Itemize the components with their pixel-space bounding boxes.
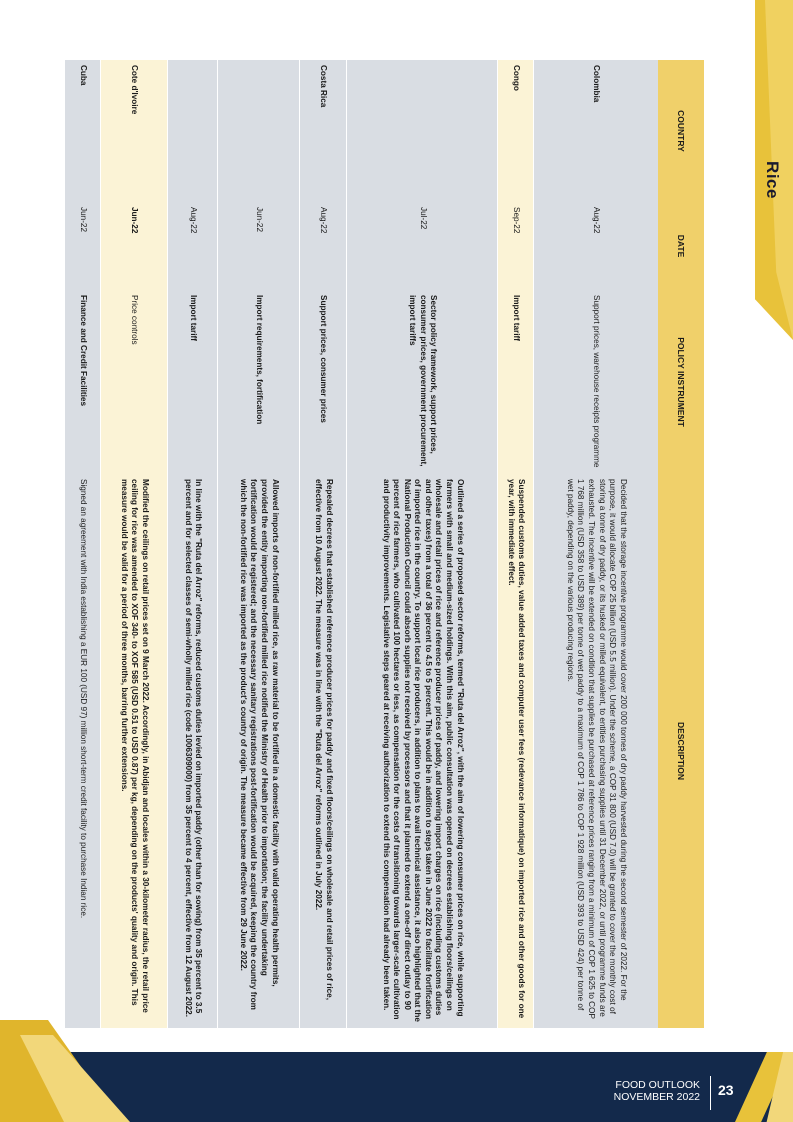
- footer-line-1: FOOD OUTLOOK: [615, 1079, 700, 1091]
- cell-country: [167, 60, 217, 202]
- cell-date: Jun-22: [100, 202, 167, 290]
- cell-date: Sep-22: [498, 202, 534, 290]
- cell-description: Allowed imports of non-fortified milled rice, as raw material to be fortified in a domestic facility with valid operating health permits, provided the entity importing non-fortified milled rice notified the Ministry of Health prior to importation; the facility undertaking fortification would be registered; and the necessary sanitary registrations post-fortification would be acquired, keeping the country from which the non-fortified rice was imported as the product's country of origin. The measure became effective from 29 June 2022.: [218, 474, 299, 1028]
- cell-instrument: Support prices, warehouse receipts programme: [534, 290, 658, 474]
- header-description: DESCRIPTION: [658, 474, 704, 1028]
- footer-line-2: NOVEMBER 2022: [613, 1091, 700, 1103]
- section-title: [752, 150, 792, 210]
- cell-country: [218, 60, 299, 202]
- cell-description: Signed an agreement with India establishing a EUR 100 (USD 97) million short-term credit facility to purchase Indian rice.: [65, 474, 101, 1028]
- cell-instrument: Sector policy framework, support prices, consumer prices, government procurement, import tariffs: [347, 290, 498, 474]
- cell-date: Jun-22: [65, 202, 101, 290]
- cell-description: In line with the "Ruta del Arroz" reforms, reduced customs duties levied on imported paddy (other than for sowing) from 35 percent to 3.5 percent and for selected classes of semi-wholly milled rice (code 1006309000) from 35 percent to 4 percent, effective from 12 August 2022.: [167, 474, 217, 1028]
- page-number: 23: [718, 1082, 734, 1098]
- cell-instrument: Import tariff: [498, 290, 534, 474]
- footer-divider: [710, 1076, 711, 1110]
- policy-table: [64, 60, 704, 1028]
- table-row: [347, 60, 498, 1028]
- cell-country: Colombia: [534, 60, 658, 202]
- header-country: COUNTRY: [658, 60, 704, 202]
- table-row: [534, 60, 658, 1028]
- table-row: [167, 60, 217, 1028]
- policy-table-container: [64, 60, 704, 1028]
- cell-instrument: Finance and Credit Facilities: [65, 290, 101, 474]
- cell-instrument: Import tariff: [167, 290, 217, 474]
- cell-description: Modified the ceilings on retail prices set on 9 March 2022. Accordingly, in Abidjan and locales within a 30-kilometer radius, the retail price ceiling for rice was amended to XOF 340- to XOF 585 (USD 0.51 to USD 0.87) per kg, depending on the products' quality and origin. This measure would be valid for a period of three months, barring further extensions.: [100, 474, 167, 1028]
- table-row: [65, 60, 101, 1028]
- table-row: [299, 60, 347, 1028]
- header-date: DATE: [658, 202, 704, 290]
- header-instrument: POLICY INSTRUMENT: [658, 290, 704, 474]
- cell-country: Cuba: [65, 60, 101, 202]
- cell-date: Aug-22: [299, 202, 347, 290]
- table-row: [100, 60, 167, 1028]
- cell-date: Jul-22: [347, 202, 498, 290]
- cell-description: Outlined a series of proposed sector reforms, termed "Ruta del Arroz", with the aim of lowering consumer prices on rice, while supporting farmers with small and medium-sized holdings. With this aim, public consultation was opened on decrees establishing floors/ceilings on wholesale and retail prices of rice and reference producer prices of paddy, and lowering import charges on rice (including customs duties and other taxes) from a total of 36 percent to 4.5 to 5 percent. This would be in addition to steps taken in June 2022 to facilitate fortification of imported rice in the country. To support local rice producers, in addition to plans to avail technical assistance, it also highlighted that the National Production Council could absorb supplies not received by processors and that it planned to extend a one-off direct outlay to 90 percent of rice farmers, who cultivated 100 hectares or less, as compensation for the costs of transitioning towards larger-scale cultivation and productivity improvements. Legislative steps geared at receiving authorization to extend this compensation had already been taken.: [347, 474, 498, 1028]
- cell-country: Costa Rica: [299, 60, 347, 202]
- cell-date: Aug-22: [167, 202, 217, 290]
- cell-country: [347, 60, 498, 202]
- cell-instrument: Price controls: [100, 290, 167, 474]
- cell-instrument: Import requirements, fortification: [218, 290, 299, 474]
- table-row: [218, 60, 299, 1028]
- table-header-row: [658, 60, 704, 1028]
- cell-country: Cote d'Ivoire: [100, 60, 167, 202]
- cell-description: Repealed decrees that established reference producer prices for paddy and fixed floors/ceilings on wholesale and retail prices of rice, effective from 10 August 2022. The measure was in line with the "Ruta del Arroz" reforms outlined in July 2022.: [299, 474, 347, 1028]
- section-title-text: Rice: [763, 161, 782, 199]
- cell-country: Congo: [498, 60, 534, 202]
- table-row: [498, 60, 534, 1028]
- cell-description: Decided that the storage incentive programme would cover 200 000 tonnes of dry paddy harvested during the second semester of 2022. For the purpose, it would allocate COP 25 billion (USD 5.5 million). Under the scheme, a COP 31 800 (USD 7.0) will be granted to cover the monthly cost of storing a tonne of dry paddy, or its husked or milled equivalent, to entities purchasing supplies until 31 December 2022, or until programme funds are exhausted. The incentive will be extended on condition that supplies be purchased at reference prices ranging from a minimum of COP 1 625 to COP 1 768 million (USD 358 to USD 389) per tonne of wet paddy to a maximum of COP 1 786 to COP 1 928 million (USD 393 to USD 424) per tonne of wet paddy, depending on the various producing regions.: [534, 474, 658, 1028]
- cell-instrument: Support prices, consumer prices: [299, 290, 347, 474]
- cell-date: Jun-22: [218, 202, 299, 290]
- cell-description: Suspended customs duties, value added taxes and computer user fees (redevance informatique) on imported rice and other goods for one year, with immediate effect.: [498, 474, 534, 1028]
- cell-date: Aug-22: [534, 202, 658, 290]
- footer-publication: [600, 1079, 700, 1103]
